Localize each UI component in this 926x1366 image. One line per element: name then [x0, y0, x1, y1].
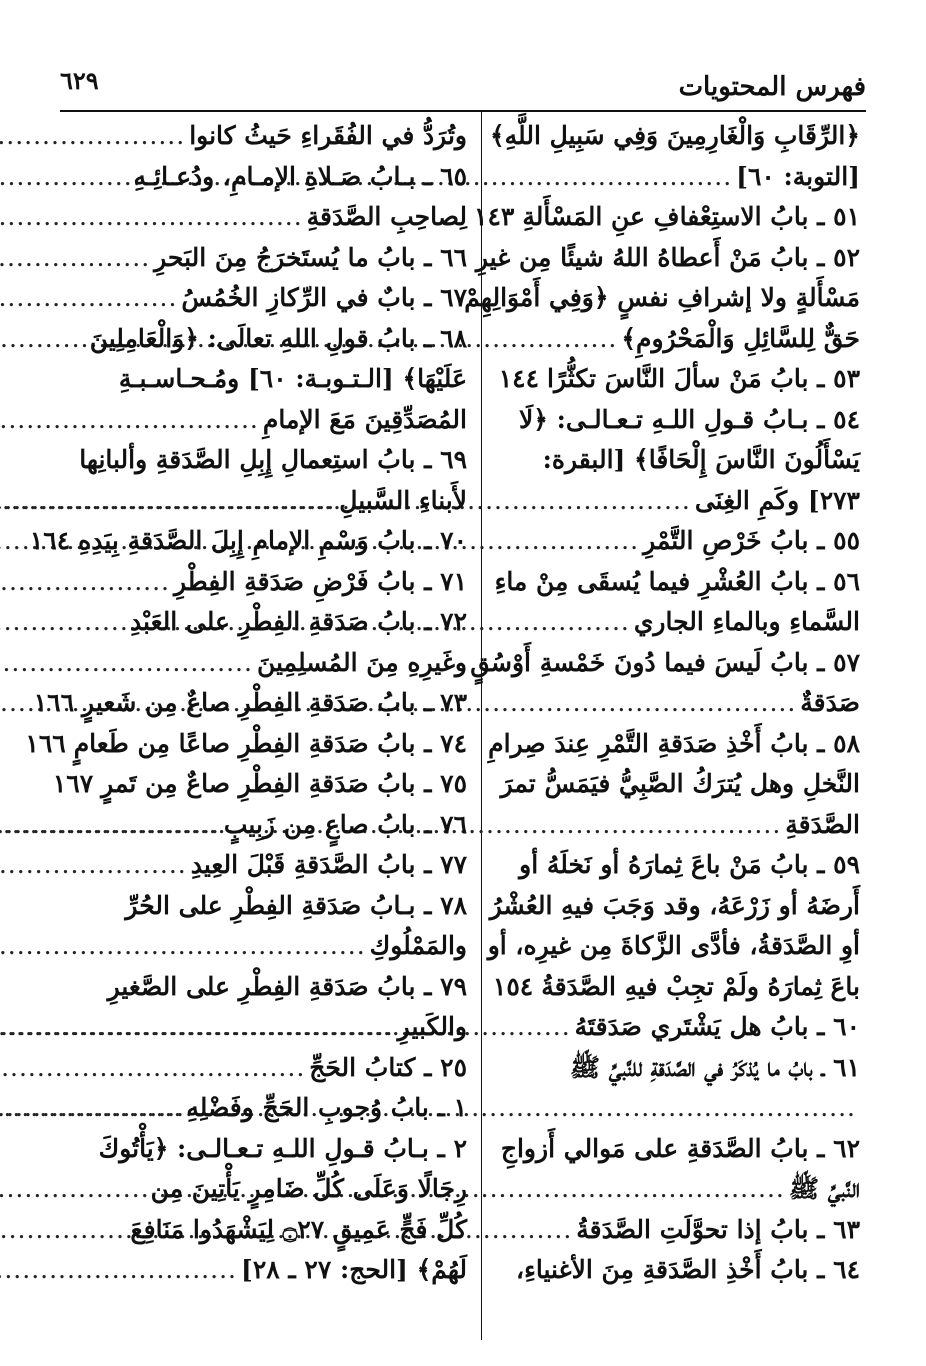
leader-dots — [0, 1048, 305, 1089]
toc-entry-title: ٧٦ ـ بابُ صاعٍ مِن زَبِيبٍ — [223, 809, 467, 839]
toc-entry — [62, 562, 467, 603]
toc-entry-title: ٧٥ ـ بابُ صَدَقةِ الفِطْرِ صاعٌ مِن تَمرٍ — [101, 769, 467, 798]
leader-dots — [0, 1088, 182, 1129]
toc-entry — [500, 845, 860, 886]
toc-entry-title: الصَّدَقةِ — [785, 809, 860, 839]
toc-column-right — [464, 116, 860, 1291]
toc-entry-title: ٢ ـ بـابُ قـولِ اللـهِ تـعـالـى: ﴿يَأْتُوكَ — [98, 1133, 467, 1163]
toc-entry-title: ٥٢ ـ بابُ مَنْ أَعطاهُ اللهُ شيئًا مِن غيرِ — [475, 242, 860, 272]
toc-entry — [500, 481, 860, 522]
toc-entry-title: ٧٤ ـ بابُ صَدَقةِ الفِطْرِ صاعًا مِن طَعامٍ — [73, 728, 467, 758]
toc-entry — [500, 1007, 860, 1048]
toc-entry — [25, 724, 467, 765]
toc-entry — [62, 1088, 467, 1129]
toc-entry-page: ١٦٦ — [33, 688, 75, 717]
leader-dots — [0, 1007, 394, 1048]
toc-entry — [62, 400, 467, 441]
leader-dots — [0, 1250, 237, 1291]
leader-dots — [0, 278, 177, 319]
toc-entry-title: ٥٧ ـ بابُ لَيسَ فيما دُونَ خَمْسةِ أَوْسُقٍ — [470, 647, 860, 677]
toc-entry — [500, 1048, 860, 1089]
toc-entry — [62, 481, 467, 522]
toc-entry — [62, 805, 467, 846]
toc-entry — [62, 197, 467, 238]
toc-entry — [62, 643, 467, 684]
toc-entry-title: ٧٧ ـ بابُ الصَّدَقةِ قَبْلَ العِيدِ — [190, 850, 467, 879]
toc-entry-title: عَلَيْهَا﴾ [الـتـوبـة: ٦٠] ومُـحـاسـبـةِ — [118, 364, 467, 393]
toc-entry-title: يَسْأَلُونَ النَّاسَ إِلْحَافًا﴾ [البقرة: — [542, 445, 860, 474]
leader-dots — [0, 481, 335, 522]
toc-entry-title: ١ ـ بابُ وُجوبِ الحَجِّ وفَضْلِهِ — [186, 1093, 467, 1122]
toc-entry — [500, 1250, 860, 1291]
toc-entry-title: ٥٩ ـ بابُ مَنْ باعَ ثِمارَهُ أو نَخلَهُ أو — [519, 850, 860, 879]
toc-entry-title: ٦٩ ـ بابُ استِعمالِ إِبِلِ الصَّدَقةِ وألبانِها — [79, 445, 467, 474]
toc-entry-title: ٧٢ ـ بابُ صَدَقةِ الفِطْرِ على العَبْدِ — [129, 607, 467, 636]
toc-entry-title: رِجَالًا وَعَلَى كُلِّ ضَامِرٍ يَأْتِينَ مِن — [150, 1174, 467, 1203]
toc-entry — [62, 157, 467, 198]
toc-entry — [62, 278, 467, 319]
toc-entry — [470, 643, 860, 684]
page-number: ٦٢٩ — [60, 66, 99, 95]
toc-entry-title: كُلِّ فَجٍّ عَمِيقٍ ۝٢٧ لِيَشْهَدُوا مَنَافِعَ — [130, 1214, 467, 1244]
toc-entry-title: والكَبيرِ — [397, 1012, 467, 1041]
toc-entry — [490, 116, 860, 157]
toc-entry — [488, 724, 860, 765]
toc-entry — [492, 967, 860, 1008]
leader-dots — [0, 116, 185, 157]
toc-entry-title: ٦٣ ـ بابُ إذا تحوَّلَتِ الصَّدَقةُ — [576, 1214, 860, 1244]
toc-entry — [29, 521, 467, 562]
toc-entry — [62, 1169, 467, 1210]
toc-entry-title: ٢٥ ـ كتابُ الحَجِّ — [309, 1052, 467, 1082]
toc-entry-page: ١٦٦ — [25, 728, 66, 758]
toc-entry — [475, 238, 860, 279]
toc-entry-title: ٦٥ ـ بـابُ صَـلاةِ الإمـامِ، ودُعـائِـهِ — [133, 161, 467, 191]
toc-entry — [62, 886, 467, 927]
toc-entry — [62, 1048, 467, 1089]
toc-entry — [500, 319, 860, 360]
toc-entry — [500, 602, 860, 643]
toc-entry-title: ٥١ ـ بابُ الاستِعْفافِ عنِ المَسْأَلةِ — [522, 202, 860, 231]
leader-dots — [0, 197, 303, 238]
toc-entry-title: النَّخلِ وهل يُترَكُ الصَّبِيُّ فيَمَسُّ تمرَ — [500, 769, 860, 798]
toc-entry-title: ٥٤ ـ بـابُ قـولِ اللـهِ تـعـالـى: ﴿لَا — [519, 404, 860, 434]
toc-entry — [500, 1169, 860, 1210]
toc-entry — [464, 278, 860, 319]
toc-entry — [500, 440, 860, 481]
leader-dots — [0, 926, 366, 967]
toc-entry — [500, 764, 860, 805]
toc-entry-title: ٧٩ ـ بابُ صَدَقةِ الفِطْرِ على الصَّغيرِ — [107, 971, 467, 1001]
toc-entry-title: وتُرَدُّ في الفُقَراءِ حَيثُ كانوا — [189, 121, 467, 150]
toc-entry-page: ١٤٣ — [474, 202, 515, 231]
toc-entry-title: ٧٨ ـ بـابُ صَدَقةِ الفِطْرِ على الحُرِّ — [125, 890, 467, 920]
toc-entry-title: لَهُمْ﴾ [الحج: ٢٧ ـ ٢٨] — [240, 1255, 467, 1284]
toc-entry-title: مَسْأَلةٍ ولا إشرافِ نفسٍ ﴿وَفِي أَمْوَالِهِمْ — [464, 283, 860, 312]
toc-entry-title: [التوبة: ٦٠] — [736, 161, 860, 191]
leader-dots — [0, 643, 253, 684]
toc-entry — [62, 440, 467, 481]
toc-entry — [500, 521, 860, 562]
toc-entry-title: المُصَدِّقِينَ مَعَ الإمامِ — [262, 404, 467, 434]
toc-entry — [62, 319, 467, 360]
toc-entry-title: ﴿الرِّقَابِ وَالْغَارِمِينَ وَفِي سَبِيلِ اللَّهِ﴾ — [490, 121, 860, 150]
toc-entry — [500, 1088, 860, 1129]
leader-dots — [0, 562, 170, 603]
leader-dots — [0, 805, 220, 846]
toc-entry-title: ٦٢ ـ بابُ الصَّدَقةِ على مَوالي أَزواجِ — [500, 1133, 860, 1163]
toc-entry-title: السَّماءِ وبالماءِ الجاري — [633, 607, 860, 636]
toc-entry-title: ٥٣ ـ بابُ مَنْ سألَ النَّاسَ تكثُّرًا — [547, 364, 860, 393]
toc-entry-title: النَّبيِّ ﷺ — [788, 1174, 860, 1203]
toc-entry-title: باعَ ثِمارَهُ ولَمْ تجِبْ فيهِ الصَّدَقةُ — [541, 971, 860, 1001]
toc-entry — [487, 926, 860, 967]
toc-entry — [52, 764, 467, 805]
toc-entry-title: لأَبناءِ السَّبيلِ — [339, 485, 467, 515]
page-header — [60, 60, 866, 110]
toc-entry — [489, 886, 860, 927]
toc-entry-title: ٥٥ ـ بابُ خَرْصِ التَّمْرِ — [643, 526, 860, 555]
toc-entry — [62, 1129, 467, 1170]
toc-entry — [474, 197, 860, 238]
toc-entry-page: ١٤٤ — [498, 364, 540, 393]
toc-entry-title: حَقٌّ لِلسَّائِلِ وَالْمَحْرُومِ﴾ — [621, 323, 860, 353]
toc-entry — [500, 1210, 860, 1251]
toc-entry-title: صَدَقةٌ — [800, 688, 860, 717]
running-title: فهرس المحتويات — [678, 72, 866, 102]
toc-entry-title: ٧١ ـ بابُ فَرْضِ صَدَقةِ الفِطْرِ — [174, 566, 467, 596]
toc-entry-title: ٦٧ ـ بابٌ في الرِّكازِ الخُمُسُ — [181, 283, 467, 312]
toc-entry — [62, 1210, 467, 1251]
toc-entry-title: أوِ الصَّدَقةُ، فأدَّى الزَّكاةَ مِن غيرِه، أو — [487, 931, 860, 960]
toc-entry — [62, 602, 467, 643]
toc-entry — [62, 1007, 467, 1048]
toc-entry — [62, 238, 467, 279]
header-rule — [60, 110, 866, 112]
toc-entry-title: لِصاحِبِ الصَّدَقةِ — [306, 202, 467, 231]
toc-entry-title: ٦٤ ـ بابُ أَخْذِ الصَّدَقةِ مِنَ الأغنياءِ، — [516, 1255, 860, 1284]
toc-entry-title: ٦٨ ـ بابُ قولِ اللهِ تعالَى: ﴿وَالْعَامِلِينَ — [89, 323, 467, 353]
toc-entry — [494, 562, 860, 603]
toc-entry-page: ١٦٧ — [52, 769, 94, 798]
toc-entry — [500, 1129, 860, 1170]
toc-entry-title: ٦٦ ـ بابُ ما يُستَخرَجُ مِنَ البَحرِ — [154, 242, 467, 272]
toc-entry-title: أَرضَهُ أو زَرْعَهُ، وقد وَجَبَ فيهِ العُشْرُ — [489, 890, 860, 920]
toc-entry — [62, 845, 467, 886]
toc-entry — [62, 116, 467, 157]
leader-dots — [0, 238, 150, 279]
toc-entry — [62, 926, 467, 967]
toc-entry — [500, 805, 860, 846]
toc-entry — [33, 683, 467, 724]
toc-entry — [500, 683, 860, 724]
leader-dots — [0, 845, 187, 886]
toc-entry — [500, 400, 860, 441]
toc-entry-title: ٧٠ ـ بابُ وَسْمِ الإمامِ إِبِلَ الصَّدَقةِ بِيَدِهِ — [78, 526, 467, 555]
toc-column-left — [25, 116, 467, 1291]
toc-entry — [62, 967, 467, 1008]
toc-entry-page: ١٥٤ — [492, 971, 534, 1001]
toc-entry-title: ٧٣ ـ بابُ صَدَقةِ الفِطْرِ صاعٌ مِن شَعيرٍ — [82, 688, 467, 717]
toc-entry-title: والمَمْلُوكِ — [369, 931, 467, 960]
toc-entry-title: ٦١ ـ بابُ ما يُذكَرُ في الصَّدَقةِ للنَّبيِّ ﷺ — [569, 1052, 860, 1082]
toc-entry — [500, 157, 860, 198]
leader-dots — [0, 400, 259, 441]
toc-entry-page: ١٦٤ — [29, 526, 71, 555]
toc-entry-title: وغَيرِهِ مِنَ المُسلِمِينَ — [256, 647, 467, 677]
toc-entry-title: ٦٠ ـ بابُ هل يَشْتَري صَدَقتَهُ — [574, 1012, 860, 1041]
toc-entry — [500, 359, 860, 400]
toc-entry-title: ٢٧٣] وكَمِ الغِنَى — [694, 485, 860, 515]
toc-entry-title: ٥٨ ـ بابُ أَخْذِ صَدَقةِ التَّمْرِ عِندَ صِرامِ — [488, 728, 860, 758]
toc-entry-title: ٥٦ ـ بابُ العُشْرِ فيما يُسقَى مِنْ ماءِ — [494, 566, 860, 596]
toc-entry — [62, 1250, 467, 1291]
toc-entry — [62, 359, 467, 400]
